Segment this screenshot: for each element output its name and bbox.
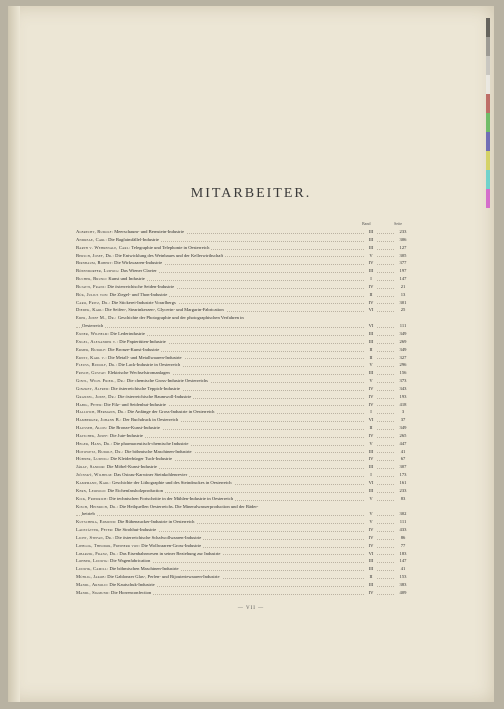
- page-reference: 193: [394, 393, 412, 401]
- volume-number: IV: [365, 589, 377, 597]
- contributor-name: Hamberger, Johann B.:: [76, 417, 122, 423]
- contribution-subject: Das Ostrau-Karwiner Steinkohlenrevier: [113, 472, 188, 478]
- entry-text: [76, 504, 260, 509]
- list-item: [76, 416, 412, 424]
- contribution-subject: Die Eichenfassholzproduction: [107, 487, 163, 493]
- list-item: [76, 589, 412, 597]
- page-reference: 111: [394, 518, 412, 526]
- contribution-subject: Die Heilquellen Oesterreichs. Die Mineralwasserproduction und der Bäder-: [119, 503, 259, 509]
- entry-text: [76, 409, 216, 414]
- contribution-subject: Die böhmischen Maschinen-Industrie: [109, 566, 179, 572]
- volume-number: IV: [365, 259, 377, 267]
- contributor-name: Lieblog, Theodor, Freiherr von:: [76, 542, 141, 548]
- list-item: [76, 487, 412, 495]
- entry-text: [76, 237, 161, 242]
- entry-text: [76, 590, 153, 595]
- volume-number: V: [365, 377, 377, 385]
- page-reference: 301: [394, 299, 412, 307]
- page-reference: 21: [394, 283, 412, 291]
- contribution-subject: Die Wollwaaren-Gross-Industrie: [141, 542, 202, 548]
- page-reference: 306: [394, 236, 412, 244]
- contribution-subject: Geschichte der Photographie und der photographischen Verfahren in: [117, 315, 244, 321]
- contributor-name: Jičinský, Wilhelm:: [76, 472, 113, 478]
- contributor-name: Diedek, Karl:: [76, 307, 104, 313]
- page-reference: 327: [394, 354, 412, 362]
- volume-number: III: [365, 557, 377, 565]
- contribution-subject: Die Bronze-Kunst-Industrie: [108, 425, 160, 431]
- entry-text: [76, 464, 159, 469]
- list-item: [76, 479, 412, 487]
- page-reference: 233: [394, 487, 412, 495]
- volume-number: II: [365, 573, 377, 581]
- entry-text: [76, 535, 203, 540]
- page-reference: 86: [394, 534, 412, 542]
- page-reference: 41: [394, 565, 412, 573]
- list-item: [76, 408, 412, 416]
- list-item: [76, 306, 412, 314]
- page-reference: 433: [394, 526, 412, 534]
- page-reference: 418: [394, 401, 412, 409]
- volume-number: II: [365, 424, 377, 432]
- page-reference: 269: [394, 338, 412, 346]
- entry-text: [82, 511, 97, 516]
- contribution-subject: Die chemische Gross-Industrie Oesterreichs: [126, 378, 208, 384]
- column-header-band: Band: [362, 221, 371, 226]
- contribution-subject: Die Strohhut-Industrie: [114, 527, 157, 533]
- entry-text: [76, 449, 194, 454]
- contribution-subject: Die österreichische Baumwoll-Industrie: [117, 393, 192, 399]
- contributor-name: Hübner, Ludwig:: [76, 456, 110, 462]
- list-item: [76, 440, 412, 448]
- contributor-name: Bösendorfer, Ludwig:: [76, 268, 120, 274]
- list-item: [76, 542, 412, 550]
- contributor-name: Gintl, Wilh. Fried., Dr.:: [76, 378, 126, 384]
- contribution-subject: Die technischen Fortschritte in der Mühlen-Industrie in Oesterreich: [109, 495, 234, 501]
- contributor-name: Járay, Sandor:: [76, 464, 106, 470]
- page-reference: 25: [394, 306, 412, 314]
- list-item: [76, 432, 412, 440]
- page-reference: 349: [394, 330, 412, 338]
- volume-number: IV: [365, 542, 377, 550]
- page-reference: 349: [394, 424, 412, 432]
- contribution-subject: Telegraphie und Telephonie in Oesterreich: [131, 244, 210, 250]
- entry-text: [76, 276, 147, 281]
- volume-number: III: [365, 581, 377, 589]
- list-item: [76, 361, 412, 369]
- volume-number: VI: [365, 322, 377, 330]
- list-item: [76, 314, 412, 322]
- contributor-name: Albrecht, Rudolf:: [76, 229, 114, 234]
- contributor-name: Licht, Stefan, Dr.:: [76, 534, 114, 540]
- entry-text: [76, 378, 210, 383]
- entry-text: [76, 433, 145, 438]
- contributor-name: Libarzik, Franz, Dr.:: [76, 550, 119, 556]
- entry-text: [76, 425, 162, 430]
- volume-number: III: [365, 369, 377, 377]
- contribution-subject: Die Rübenzucker-Industrie in Oesterreich: [117, 519, 195, 525]
- entry-text: [76, 456, 174, 461]
- volume-number: III: [365, 330, 377, 338]
- volume-number: V: [365, 440, 377, 448]
- contribution-subject: Die österreichische Schafwollwaaren-Industrie: [115, 534, 202, 540]
- leader-dots: [76, 327, 412, 328]
- entry-text: [76, 496, 235, 501]
- contribution-subject: Das Eisenbahnwesen in seiner Beziehung zur Industrie: [119, 550, 221, 556]
- list-item: [76, 510, 412, 518]
- entry-text: [76, 441, 190, 446]
- entry-text: [76, 472, 189, 477]
- page-reference: 153: [394, 573, 412, 581]
- contribution-subject: Die böhmische Maschinen-Industrie: [124, 448, 192, 454]
- color-calibration-strip: [486, 18, 490, 208]
- page-reference: 77: [394, 542, 412, 550]
- volume-number: VI: [365, 306, 377, 314]
- contribution-subject: Die Wagenfabrication: [110, 558, 151, 564]
- volume-number: V: [365, 495, 377, 503]
- entry-text: [76, 582, 157, 587]
- contributor-name: Bucher, Bruno:: [76, 276, 108, 282]
- contributor-list: [76, 228, 412, 597]
- contribution-subject: Kunst und Industrie: [108, 276, 145, 282]
- volume-number: III: [365, 448, 377, 456]
- volume-number: III: [365, 338, 377, 346]
- entry-text: [76, 362, 182, 367]
- volume-number: II: [365, 346, 377, 354]
- entry-text: [76, 370, 172, 375]
- contributor-name: Mandl, Sigmund:: [76, 589, 110, 595]
- contribution-subject: Die Bagfaimfällel-Industrie: [108, 236, 159, 242]
- contributor-name: Ludwik, Camill:: [76, 566, 109, 572]
- contributor-name: Kutschera, Edmund:: [76, 519, 117, 525]
- page-reference: 147: [394, 557, 412, 565]
- volume-number: V: [365, 518, 377, 526]
- volume-number: III: [365, 487, 377, 495]
- contribution-subject: Die Lack-Industrie in Oesterreich: [118, 362, 181, 368]
- entry-text: [76, 402, 168, 407]
- list-item: [76, 526, 412, 534]
- contribution-subject: Die Filz- und Seidenhut-Industrie: [104, 401, 166, 407]
- list-item: [76, 401, 412, 409]
- entry-text: [76, 574, 222, 579]
- page-reference: 173: [394, 471, 412, 479]
- contribution-subject: Die Horrenconfection: [111, 589, 152, 595]
- list-item: [76, 573, 412, 581]
- entry-text: [76, 229, 186, 234]
- contribution-subject: Die Entwicklung des Weinbaues und der Kellerwirthschaft: [115, 252, 224, 258]
- contribution-subject: Die Metall- und Metallwaaren-Industrie: [108, 354, 182, 360]
- list-item: [76, 267, 412, 275]
- entry-text: [76, 551, 222, 556]
- volume-number: IV: [365, 534, 377, 542]
- volume-number: VI: [365, 416, 377, 424]
- contributor-name: Frisch, Gustav:: [76, 370, 107, 376]
- contributor-name: Mandl, Arnold:: [76, 581, 109, 587]
- volume-number: IV: [365, 283, 377, 291]
- entry-text: [76, 394, 193, 399]
- page-reference: 383: [394, 581, 412, 589]
- contribution-subject: Die Wirkwaaren-Industrie: [114, 260, 163, 266]
- contribution-subject: Die Ziegel- und Thon-Industrie: [109, 291, 168, 297]
- entry-text: [76, 339, 168, 344]
- list-item: [76, 291, 412, 299]
- contributor-name: Ladstätter, Peter:: [76, 527, 114, 533]
- contribution-subject: Die Lederindustrie: [110, 330, 145, 336]
- volume-number: IV: [365, 455, 377, 463]
- contributor-name: Engel, Alexander v.:: [76, 338, 119, 344]
- contributor-name: Hotowetz, Rudolf, Dr.:: [76, 448, 124, 454]
- page-reference: 265: [394, 432, 412, 440]
- contributor-name: Bujatti, Franz:: [76, 283, 107, 289]
- entry-text: [76, 347, 161, 352]
- entry-text: [76, 527, 158, 532]
- list-item: [76, 252, 412, 260]
- contributor-name: Barth v. Wehrenalp, Carl:: [76, 244, 131, 250]
- page-reference: 349: [394, 346, 412, 354]
- page-reference: 377: [394, 259, 412, 267]
- contribution-subject: Die österreichische Seiden-Industrie: [107, 283, 175, 289]
- volume-number: V: [365, 510, 377, 518]
- page-reference: 161: [394, 479, 412, 487]
- contributor-name: Bük, Julius von:: [76, 291, 109, 297]
- contributor-name: Ernst, Karl v.:: [76, 354, 107, 360]
- list-item: [76, 455, 412, 463]
- page-reference: 13: [394, 291, 412, 299]
- list-item: [76, 346, 412, 354]
- contribution-subject: Das Wiener Clavier: [120, 268, 157, 274]
- page-reference: 233: [394, 228, 412, 236]
- contributor-name: Granzel, Josef, Dr.:: [76, 393, 117, 399]
- volume-number: IV: [365, 401, 377, 409]
- contribution-subject: Die Gablonzer Glas-, Perlen- und Bijouteriewaaren-Industrie: [107, 574, 220, 580]
- list-item: [76, 424, 412, 432]
- contributor-name: Caro, Fritz, Dr.:: [76, 299, 111, 305]
- list-item: [76, 550, 412, 558]
- page-reference: 302: [394, 510, 412, 518]
- list-item: [76, 228, 412, 236]
- contributor-name: Exner, Wilhelm:: [76, 330, 110, 336]
- contribution-subject: Geschichte der Lithographie und des Steindruckes in Oesterreich: [112, 480, 232, 485]
- entry-text: [76, 268, 159, 273]
- page-number: — VII —: [237, 606, 265, 611]
- volume-number: VI: [365, 479, 377, 487]
- list-item: [76, 330, 412, 338]
- leader-dots: [76, 515, 412, 516]
- contribution-subject: betrieb: [82, 511, 95, 517]
- contribution-subject: Die Papiertüten-Industrie: [119, 338, 166, 344]
- page-reference: 147: [394, 275, 412, 283]
- volume-number: IV: [365, 299, 377, 307]
- page-reference: 41: [394, 448, 412, 456]
- entry-text: [76, 315, 246, 320]
- page-reference: 447: [394, 440, 412, 448]
- list-item: [76, 299, 412, 307]
- entry-text: [76, 417, 180, 422]
- page-reference: 409: [394, 589, 412, 597]
- volume-number: IV: [365, 432, 377, 440]
- contribution-subject: Die Bronze-Kunst-Industrie: [107, 346, 160, 352]
- page-reference: 156: [394, 369, 412, 377]
- page-reference: 305: [394, 252, 412, 260]
- page-reference: 183: [394, 550, 412, 558]
- contributor-name: Habig, Peter:: [76, 401, 103, 407]
- list-item: [76, 236, 412, 244]
- entry-text: [76, 386, 182, 391]
- contributor-name: Lohner, Ludwig:: [76, 558, 109, 564]
- volume-number: III: [365, 267, 377, 275]
- contributor-name: Kick, Friedrich:: [76, 495, 108, 501]
- list-item: [76, 377, 412, 385]
- list-item: [76, 503, 412, 511]
- entry-text: [76, 260, 164, 265]
- list-item: [76, 275, 412, 283]
- entry-text: [76, 519, 196, 524]
- entry-text: [76, 558, 152, 563]
- contribution-subject: Die Seifen-, Stearinkerzen-, Glycerin- und Margarin-Fabrication: [104, 307, 224, 313]
- entry-text: [76, 543, 203, 548]
- contribution-subject: Die österreichische Teppich-Industrie: [110, 385, 180, 391]
- page-reference: 373: [394, 377, 412, 385]
- contribution-subject: Die Anfänge der Gross-Industrie in Oesterreich: [127, 409, 215, 415]
- contribution-subject: Die pharmaceutisch-chemische Industrie: [113, 440, 189, 446]
- list-item: [76, 369, 412, 377]
- entry-text: [76, 300, 178, 305]
- page-reference: 307: [394, 463, 412, 471]
- volume-number: III: [365, 463, 377, 471]
- contributor-name: Kisch, Heinrich, Dr.:: [76, 503, 119, 509]
- page-reference: 37: [394, 416, 412, 424]
- entry-text: [76, 245, 211, 250]
- contributor-name: Ginzkey, Alfred:: [76, 385, 110, 391]
- list-item: [76, 338, 412, 346]
- volume-number: IV: [365, 393, 377, 401]
- entry-text: [76, 307, 226, 312]
- document-page: [8, 6, 494, 702]
- volume-number: I: [365, 275, 377, 283]
- contributor-name: Hatschek, Josef:: [76, 432, 109, 438]
- volume-number: IV: [365, 385, 377, 393]
- contributor-name: Andreae, Carl:: [76, 236, 107, 242]
- contribution-subject: Die Kautschuk-Industrie: [109, 581, 155, 587]
- volume-number: I: [365, 471, 377, 479]
- list-item: [76, 283, 412, 291]
- page-reference: 67: [394, 455, 412, 463]
- contribution-subject: Die Kleiderbürger Tuch-Industrie: [110, 456, 173, 462]
- volume-number: IV: [365, 526, 377, 534]
- entry-text: [76, 480, 234, 485]
- contributor-name: Ermer, Rudolf:: [76, 346, 107, 352]
- list-item: [76, 244, 412, 252]
- list-item: [76, 385, 412, 393]
- entry-text: [76, 355, 184, 360]
- page-reference: 296: [394, 361, 412, 369]
- volume-number: II: [365, 291, 377, 299]
- contributor-name: Kern, Leopold:: [76, 487, 107, 493]
- page-reference: 127: [394, 244, 412, 252]
- page-reference: 3: [394, 408, 412, 416]
- list-item: [76, 534, 412, 542]
- list-item: [76, 557, 412, 565]
- list-item: [76, 471, 412, 479]
- list-item: [76, 463, 412, 471]
- entry-text: [82, 323, 105, 328]
- page-reference: 111: [394, 322, 412, 330]
- volume-number: VI: [365, 550, 377, 558]
- contribution-subject: Die Jute-Industrie: [109, 432, 143, 438]
- entry-text: [76, 331, 147, 336]
- contributor-name: Mühlig, Jakob:: [76, 574, 107, 580]
- volume-number: V: [365, 252, 377, 260]
- volume-number: V: [365, 361, 377, 369]
- page-reference: 83: [394, 495, 412, 503]
- contributor-name: Hallwich, Hermann, Dr.:: [76, 409, 127, 415]
- list-item: [76, 495, 412, 503]
- contribution-subject: Der Buchdruck in Oesterreich: [122, 417, 179, 423]
- contributor-name: Bersch, Josef, Dr.:: [76, 252, 114, 258]
- list-item: [76, 565, 412, 573]
- page-reference: 343: [394, 385, 412, 393]
- entry-text: [76, 284, 176, 289]
- list-item: [76, 448, 412, 456]
- contributor-name: Hausseh, Alois:: [76, 425, 108, 431]
- contributor-name: Eder, Josef M., Dr.:: [76, 315, 117, 321]
- page-reference: 197: [394, 267, 412, 275]
- entry-text: [76, 292, 169, 297]
- list-item: [76, 354, 412, 362]
- volume-number: III: [365, 228, 377, 236]
- list-item: [76, 259, 412, 267]
- contribution-subject: Meerschaum- und Bernstein-Industrie: [114, 229, 185, 234]
- list-item: [76, 581, 412, 589]
- list-item: [76, 322, 412, 330]
- column-header-seite: Seite: [394, 221, 402, 226]
- entry-text: [76, 566, 181, 571]
- page-title: MITARBEITER.: [190, 186, 312, 201]
- contributor-name: Kampmann, Karl:: [76, 480, 111, 485]
- volume-number: I: [365, 408, 377, 416]
- volume-number: III: [365, 244, 377, 252]
- contribution-subject: Die Stickerei-Industrie Vorarlbergs: [111, 299, 176, 305]
- volume-number: II: [365, 354, 377, 362]
- contributor-name: Birnbaum, Robert:: [76, 260, 113, 266]
- binding-gutter: [8, 6, 20, 702]
- list-item: [76, 393, 412, 401]
- entry-text: [76, 488, 165, 493]
- contributor-name: Heger, Hans, Dr.:: [76, 440, 113, 446]
- contributor-name: Fleuss, Rudolf, Dr.:: [76, 362, 118, 368]
- contribution-subject: Oesterreich: [82, 323, 104, 329]
- list-item: [76, 518, 412, 526]
- entry-text: [76, 253, 225, 258]
- volume-number: III: [365, 565, 377, 573]
- contribution-subject: Elektrische Wechselstromanlagen: [107, 370, 170, 376]
- volume-number: III: [365, 236, 377, 244]
- contribution-subject: Die Möbel-Kunst-Industrie: [106, 464, 157, 470]
